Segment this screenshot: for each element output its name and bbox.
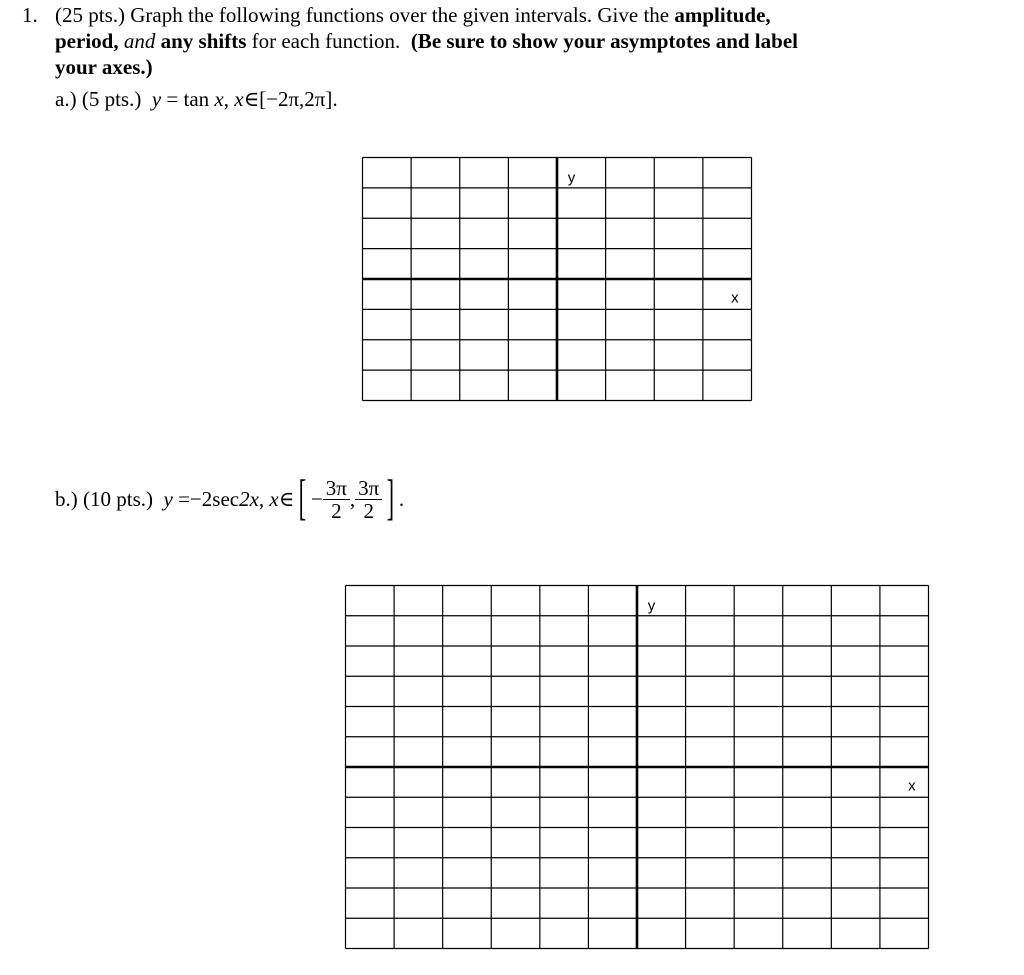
part-a-period: .: [332, 87, 338, 111]
problem-number: 1.: [22, 3, 38, 27]
grid-a-x-label: x: [731, 289, 739, 307]
part-b-frac-1: [323, 477, 350, 522]
amplitude-word: amplitude,: [674, 3, 771, 27]
part-b-num-2: 3π: [355, 477, 382, 500]
part-a-elem: ∈: [243, 87, 260, 111]
shifts-word: any shifts: [160, 29, 247, 53]
part-b-arg: 2x: [239, 487, 259, 511]
part-b-left-bracket: [: [298, 469, 307, 526]
part-a-eq: =: [166, 87, 179, 111]
graph-grid-b[interactable]: [344, 584, 930, 950]
part-a-func: tan: [183, 87, 210, 111]
graph-grid-a[interactable]: [361, 156, 753, 402]
problem-instructions-line2: [55, 28, 798, 54]
problem-instructions-line1: [55, 2, 771, 28]
part-a-label: a.): [55, 87, 77, 111]
part-b-frac-2: [355, 477, 382, 522]
part-a-points: (5 pts.): [81, 87, 142, 111]
part-b-num-1: 3π: [323, 477, 350, 500]
part-a-y: y: [151, 87, 162, 111]
part-b-label: b.): [55, 487, 78, 511]
part-b-period: .: [398, 487, 405, 511]
part-b-elem: ∈: [278, 487, 295, 511]
note-text-2: your axes.): [55, 55, 153, 79]
period-word: period,: [55, 29, 119, 53]
part-a-interval: [−2π,2π]: [259, 87, 333, 111]
problem-points: (25 pts.): [55, 3, 125, 27]
part-a-comma: ,: [223, 87, 229, 111]
note-text: (Be sure to show your asymptotes and label: [410, 29, 798, 53]
grid-b-x-label: x: [908, 777, 916, 795]
part-b-coef: −2: [189, 487, 213, 511]
part-b-x: x: [269, 487, 279, 511]
part-b-den-2: 2: [363, 498, 374, 523]
part-b-eq: =: [178, 487, 190, 511]
grid-b-y-label: y: [647, 597, 656, 615]
part-b-den-1: 2: [331, 498, 342, 523]
part-a-x: x: [234, 87, 244, 111]
grid-a-y-label: y: [567, 169, 576, 187]
part-a-line: [55, 86, 338, 112]
part-b-minus: −: [310, 487, 323, 511]
part-b-right-bracket: ]: [386, 469, 395, 526]
part-b-func: sec: [212, 487, 240, 511]
and-word: and: [123, 29, 156, 53]
part-b-comma: ,: [258, 487, 265, 511]
part-a-arg: x: [214, 87, 224, 111]
part-b-y: y: [163, 487, 173, 511]
part-b-sep: ,: [349, 487, 356, 511]
for-each-text: for each function.: [251, 29, 401, 53]
instruction-text: Graph the following functions over the given intervals. Give the: [130, 3, 670, 27]
part-b-points: (10 pts.): [83, 487, 153, 511]
part-b-line: [55, 464, 404, 534]
